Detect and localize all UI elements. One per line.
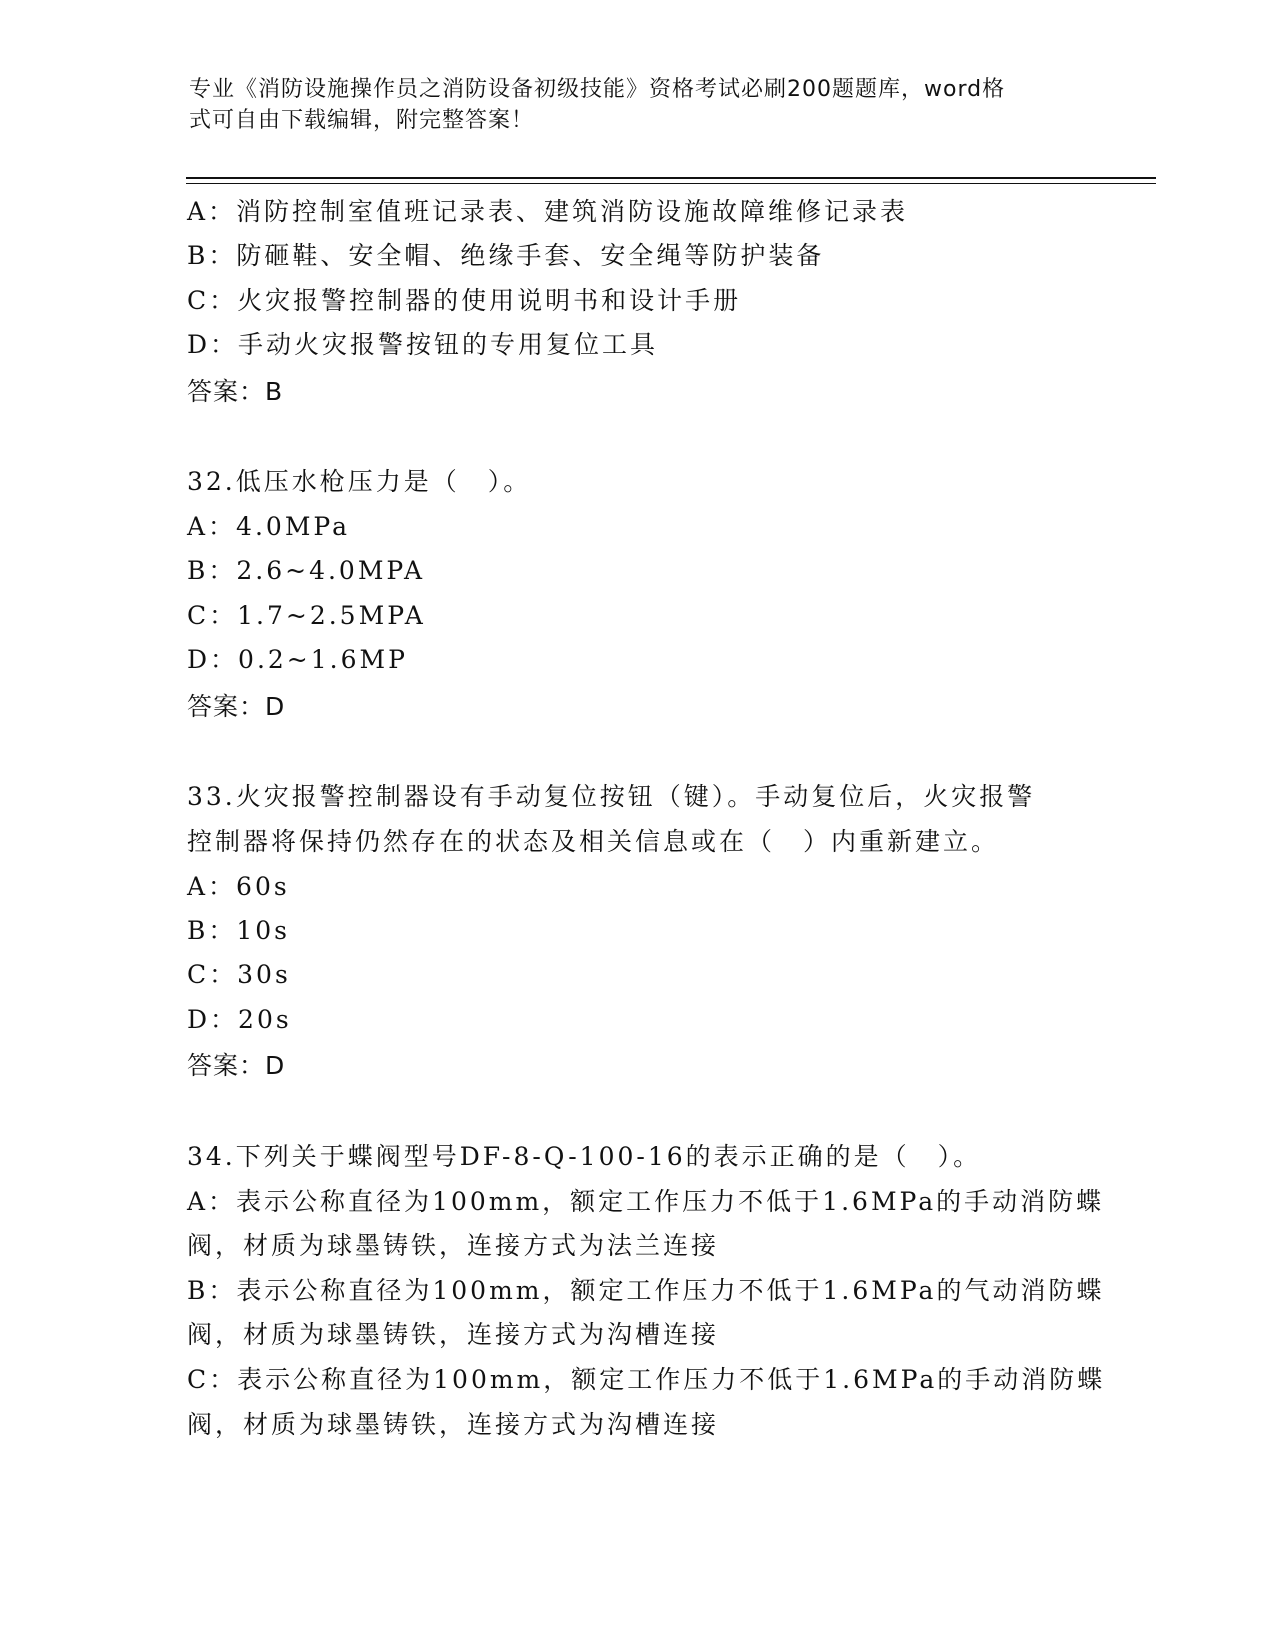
header-line-1: 专业《消防设施操作员之消防设备初级技能》资格考试必刷200题题库，word格 [189, 77, 1006, 102]
q31-option-a: A：消防控制室值班记录表、建筑消防设施故障维修记录表 [187, 197, 909, 226]
q33-option-b: B：10s [187, 916, 291, 945]
q31-option-d: D：手动火灾报警按钮的专用复位工具 [187, 330, 659, 359]
q34-option-c-line-1: C：表示公称直径为100mm，额定工作压力不低于1.6MPa的手动消防蝶 [187, 1365, 1106, 1394]
q31-answer: 答案：B [187, 377, 284, 406]
q33-option-a: A：60s [187, 872, 290, 901]
q32-option-b: B：2.6~4.0MPA [187, 556, 426, 585]
q33-stem-line-2: 控制器将保持仍然存在的状态及相关信息或在（ ）内重新建立。 [187, 827, 1000, 856]
document-header [189, 74, 1089, 136]
q32-stem: 32.低压水枪压力是（ ）。 [187, 467, 532, 496]
q32-option-d: D：0.2~1.6MP [187, 645, 408, 674]
q34-option-b-line-2: 阀，材质为球墨铸铁，连接方式为沟槽连接 [187, 1320, 720, 1349]
q31-option-c: C：火灾报警控制器的使用说明书和设计手册 [187, 286, 742, 315]
q34-option-c-line-2: 阀，材质为球墨铸铁，连接方式为沟槽连接 [187, 1410, 720, 1439]
q32-answer: 答案：D [187, 692, 286, 721]
header-line-2: 式可自由下载编辑，附完整答案！ [189, 108, 535, 133]
q33-option-c: C：30s [187, 960, 291, 989]
q32-option-c: C：1.7~2.5MPA [187, 601, 426, 630]
header-divider-thick [186, 177, 1156, 179]
q34-option-a-line-2: 阀，材质为球墨铸铁，连接方式为法兰连接 [187, 1231, 720, 1260]
q33-answer: 答案：D [187, 1051, 286, 1080]
q33-stem-line-1: 33.火灾报警控制器设有手动复位按钮（键）。手动复位后，火灾报警 [187, 782, 1036, 811]
q31-option-b: B：防砸鞋、安全帽、绝缘手套、安全绳等防护装备 [187, 241, 825, 270]
q34-option-b-line-1: B：表示公称直径为100mm，额定工作压力不低于1.6MPa的气动消防蝶 [187, 1276, 1105, 1305]
q32-option-a: A：4.0MPa [187, 512, 351, 541]
q33-option-d: D：20s [187, 1005, 292, 1034]
q34-stem: 34.下列关于蝶阀型号DF-8-Q-100-16的表示正确的是（ ）。 [187, 1142, 982, 1171]
header-divider-thin [186, 183, 1156, 184]
q34-option-a-line-1: A：表示公称直径为100mm，额定工作压力不低于1.6MPa的手动消防蝶 [187, 1187, 1105, 1216]
